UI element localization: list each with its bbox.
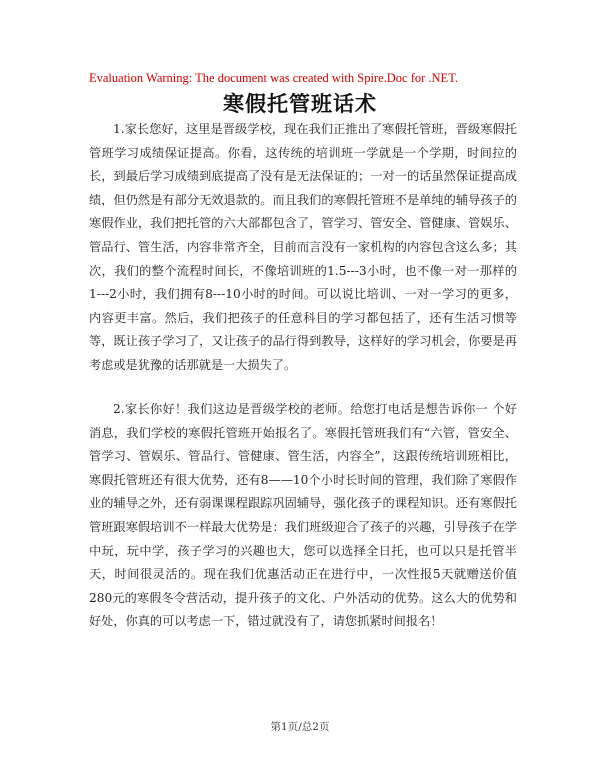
paragraph-2: 2.家长你好！我们这边是晋级学校的老师。给您打电话是想告诉你一 个好消息，我们学校的寒假托管班开始报名了。寒假托管班我们有“六管，管安全、管学习、管娱乐、管品行、管健康、管生活，内容全”，这跟传统培训班相比，寒假托管班还有很大优势，还有8——10个小时长时间的管理，我们除了寒假作业的辅导之外，还有弱课课程跟踪巩固辅导，强化孩子的课程知识。还有寒假托管班跟寒假培训不一样最大优势是：我们班级迎合了孩子的兴趣，引导孩子在学中玩，玩中学，孩子学习的兴趣也大，您可以选择全日托，也可以只是托管半天，时间很灵活的。现在我们优惠活动正在进行中，一次性报5天就赠送价值280元的寒假冬令营活动，提升孩子的文化、户外活动的优势。这么大的优势和好处，你真的可以考虑一下，错过就没有了，请您抓紧时间报名！ [89, 402, 517, 629]
paragraph-1: 1.家长您好，这里是晋级学校，现在我们正推出了寒假托管班，晋级寒假托管班学习成绩保证提高。你看，这传统的培训班一学就是一个学期，时间拉的长，到最后学习成绩到底提高了没有是无法保证的；一对一的话虽然保证提高成绩，但仍然是有部分无效退款的。而且我们的寒假托管班不是单纯的辅导孩子的寒假作业，我们把托管的六大部都包含了，管学习、管安全、管健康、管娱乐、管品行、管生活，内容非常齐全，目前而言没有一家机构的内容包含这么多；其次，我们的整个流程时间长，不像培训班的1.5---3小时，也不像一对一那样的1---2小时，我们拥有8---10小时的时间。可以说比培训、一对一学习的更多，内容更丰富。然后，我们把孩子的任意科目的学习都包括了，还有生活习惯等等，既让孩子学习了，又让孩子的品行得到教导，这样好的学习机会，你要是再考虑或是犹豫的话那就是一大损失了。 [89, 122, 517, 372]
evaluation-warning: Evaluation Warning: The document was created with Spire.Doc for .NET. [89, 71, 459, 85]
document-title: 寒假托管班话术 [223, 91, 377, 116]
page-footer: 第1页/总2页 [270, 721, 330, 733]
